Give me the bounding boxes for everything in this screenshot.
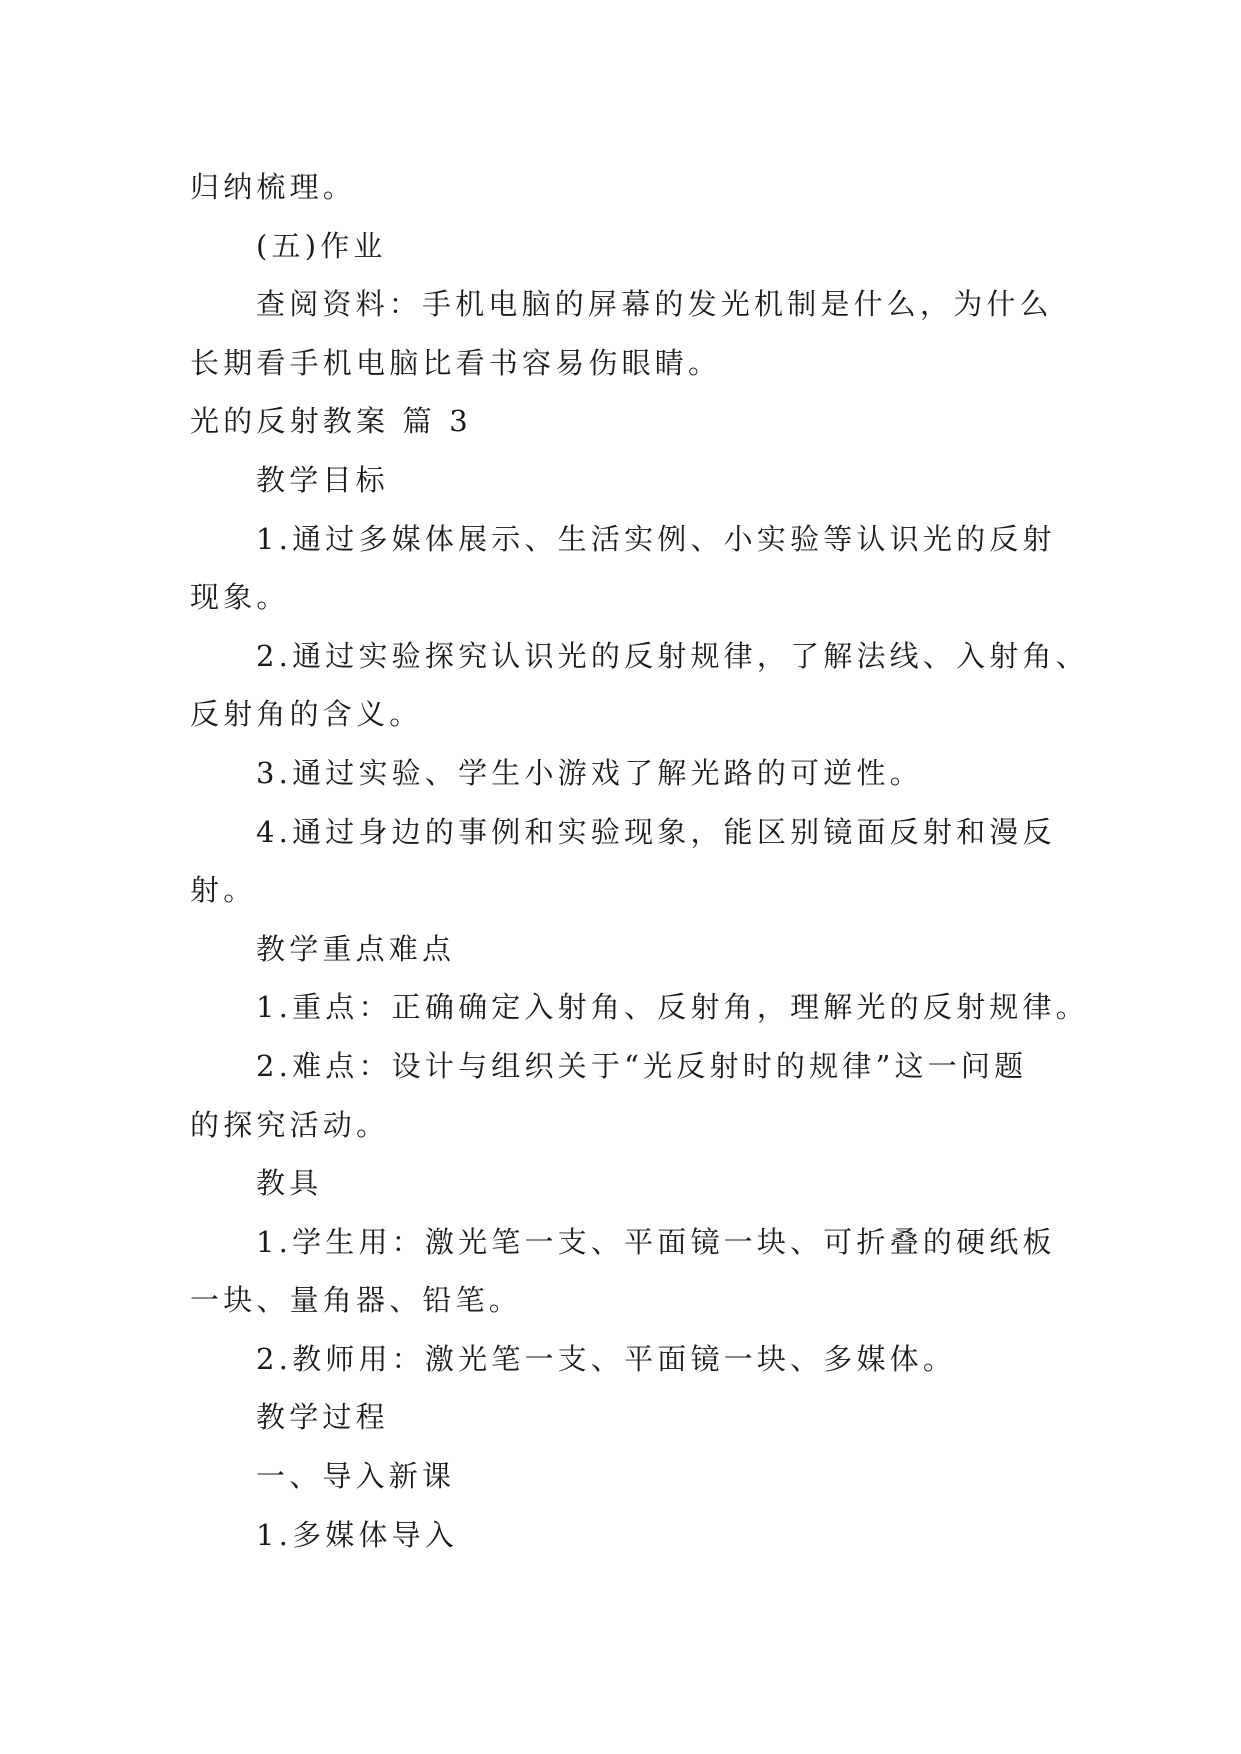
text-line: 归纳梳理。: [190, 170, 357, 204]
list-item: 2.教师用：激光笔一支、平面镜一块、多媒体。: [256, 1341, 957, 1376]
list-item: 2.通过实验探究认识光的反射规律，了解法线、入射角、: [256, 638, 1089, 673]
section-heading: 一、导入新课: [256, 1459, 456, 1494]
article-title: 光的反射教案 篇 3: [190, 404, 472, 439]
list-item: 1.重点：正确确定入射角、反射角，理解光的反射规律。: [256, 990, 1089, 1025]
text-line: 查阅资料：手机电脑的屏幕的发光机制是什么，为什么: [256, 287, 1053, 322]
text-line: 反射角的含义。: [190, 697, 423, 732]
text-line: 射。: [190, 873, 257, 908]
text-line: 现象。: [190, 580, 290, 615]
text-line: 长期看手机电脑比看书容易伤眼睛。: [190, 345, 722, 380]
section-heading: 教学目标: [256, 462, 389, 497]
list-item: 1.学生用：激光笔一支、平面镜一块、可折叠的硬纸板: [256, 1224, 1056, 1259]
list-item: 2.难点：设计与组织关于“光反射时的规律”这一问题: [256, 1048, 1028, 1083]
section-heading: 教学重点难点: [256, 931, 456, 966]
section-heading: (五)作业: [256, 228, 387, 263]
list-item: 1.多媒体导入: [256, 1517, 459, 1552]
section-heading: 教学过程: [256, 1400, 389, 1435]
list-item: 3.通过实验、学生小游戏了解光路的可逆性。: [256, 755, 923, 790]
document-body: [190, 158, 1089, 1564]
list-item: 4.通过身边的事例和实验现象，能区别镜面反射和漫反: [256, 814, 1056, 849]
text-line: 的探究活动。: [190, 1107, 390, 1142]
text-line: 一块、量角器、铅笔。: [190, 1283, 523, 1318]
list-item: 1.通过多媒体展示、生活实例、小实验等认识光的反射: [256, 521, 1056, 556]
section-heading: 教具: [256, 1166, 323, 1201]
